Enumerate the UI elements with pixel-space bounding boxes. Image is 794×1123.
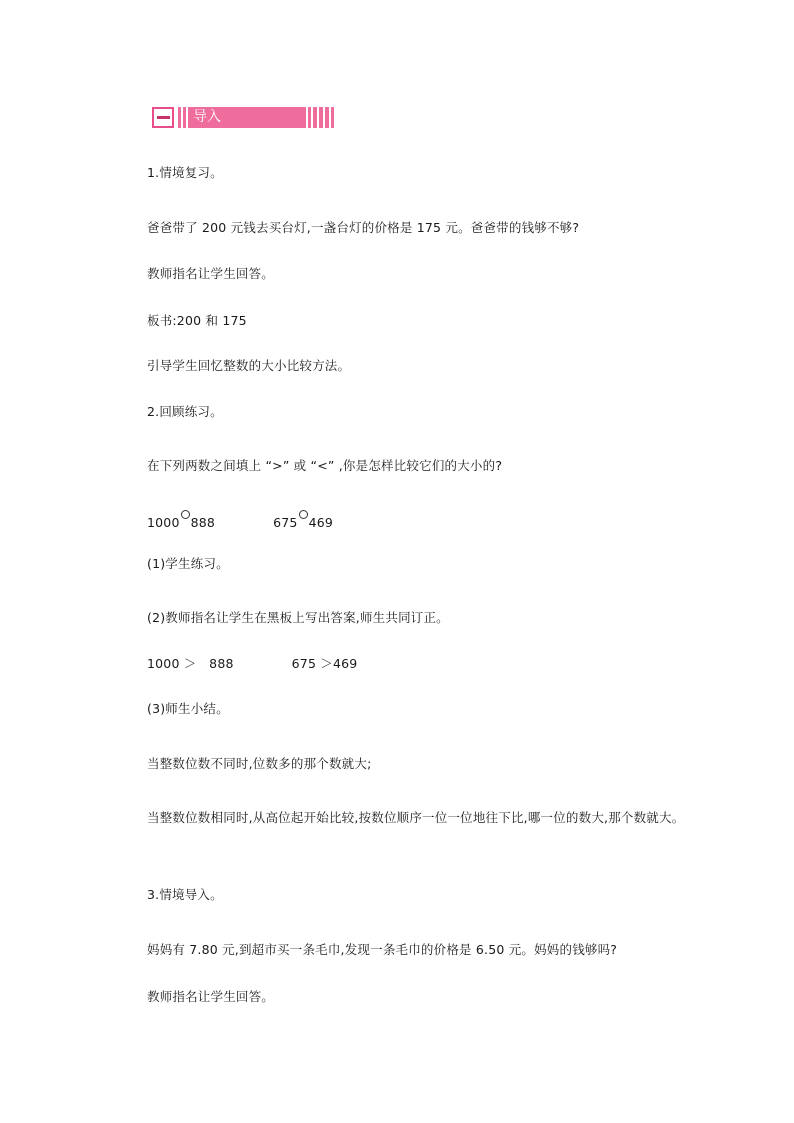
item-heading: 1.情境复习。 (147, 165, 223, 180)
number: 675 (273, 515, 298, 530)
section-title: 导入 (188, 107, 306, 128)
banner-stripe (308, 107, 311, 128)
blank-circle (181, 510, 190, 519)
banner-stripe (331, 107, 334, 128)
banner-stripe (313, 107, 317, 128)
paragraph: 在下列两数之间填上 “>” 或 “<” ,你是怎样比较它们的大小的? (147, 458, 503, 473)
paragraph: (1)学生练习。 (147, 556, 229, 571)
paragraph: 当整数位数不同时,位数多的那个数就大; (147, 756, 372, 771)
paragraph: (2)教师指名让学生在黑板上写出答案,师生共同订正。 (147, 610, 449, 625)
item-heading: 2.回顾练习。 (147, 404, 223, 419)
banner-stripe (325, 107, 329, 128)
answer: 675 ＞469 (291, 656, 358, 671)
paragraph (147, 809, 695, 827)
banner-stripe (319, 107, 323, 128)
paragraph: 爸爸带了 200 元钱去买台灯,一盏台灯的价格是 175 元。爸爸带的钱够不够? (147, 220, 580, 235)
section-header (152, 107, 334, 128)
paragraph: 板书:200 和 175 (147, 313, 247, 328)
paragraph: 教师指名让学生回答。 (147, 989, 275, 1004)
paragraph-text: 当整数位数相同时,从高位起开始比较,按数位顺序一位一位地往下比,哪一位的数大,那个数就大。 (147, 810, 685, 825)
comparison-answer (147, 655, 357, 673)
section-number-dash (157, 116, 170, 119)
item-heading: 3.情境导入。 (147, 887, 223, 902)
blank-circle (299, 510, 308, 519)
banner-stripe (178, 107, 181, 128)
number: 888 (190, 515, 216, 530)
banner-stripe (183, 107, 186, 128)
number: 469 (308, 515, 334, 530)
comparison-exercise (147, 510, 333, 532)
paragraph: 教师指名让学生回答。 (147, 266, 275, 281)
paragraph: (3)师生小结。 (147, 701, 229, 716)
paragraph: 妈妈有 7.80 元,到超市买一条毛巾,发现一条毛巾的价格是 6.50 元。妈妈的钱够吗? (147, 942, 618, 957)
number: 1000 (147, 515, 180, 530)
paragraph: 引导学生回忆整数的大小比较方法。 (147, 358, 351, 373)
section-number-box (152, 107, 174, 128)
answer: 1000 ＞ 888 (147, 656, 234, 671)
